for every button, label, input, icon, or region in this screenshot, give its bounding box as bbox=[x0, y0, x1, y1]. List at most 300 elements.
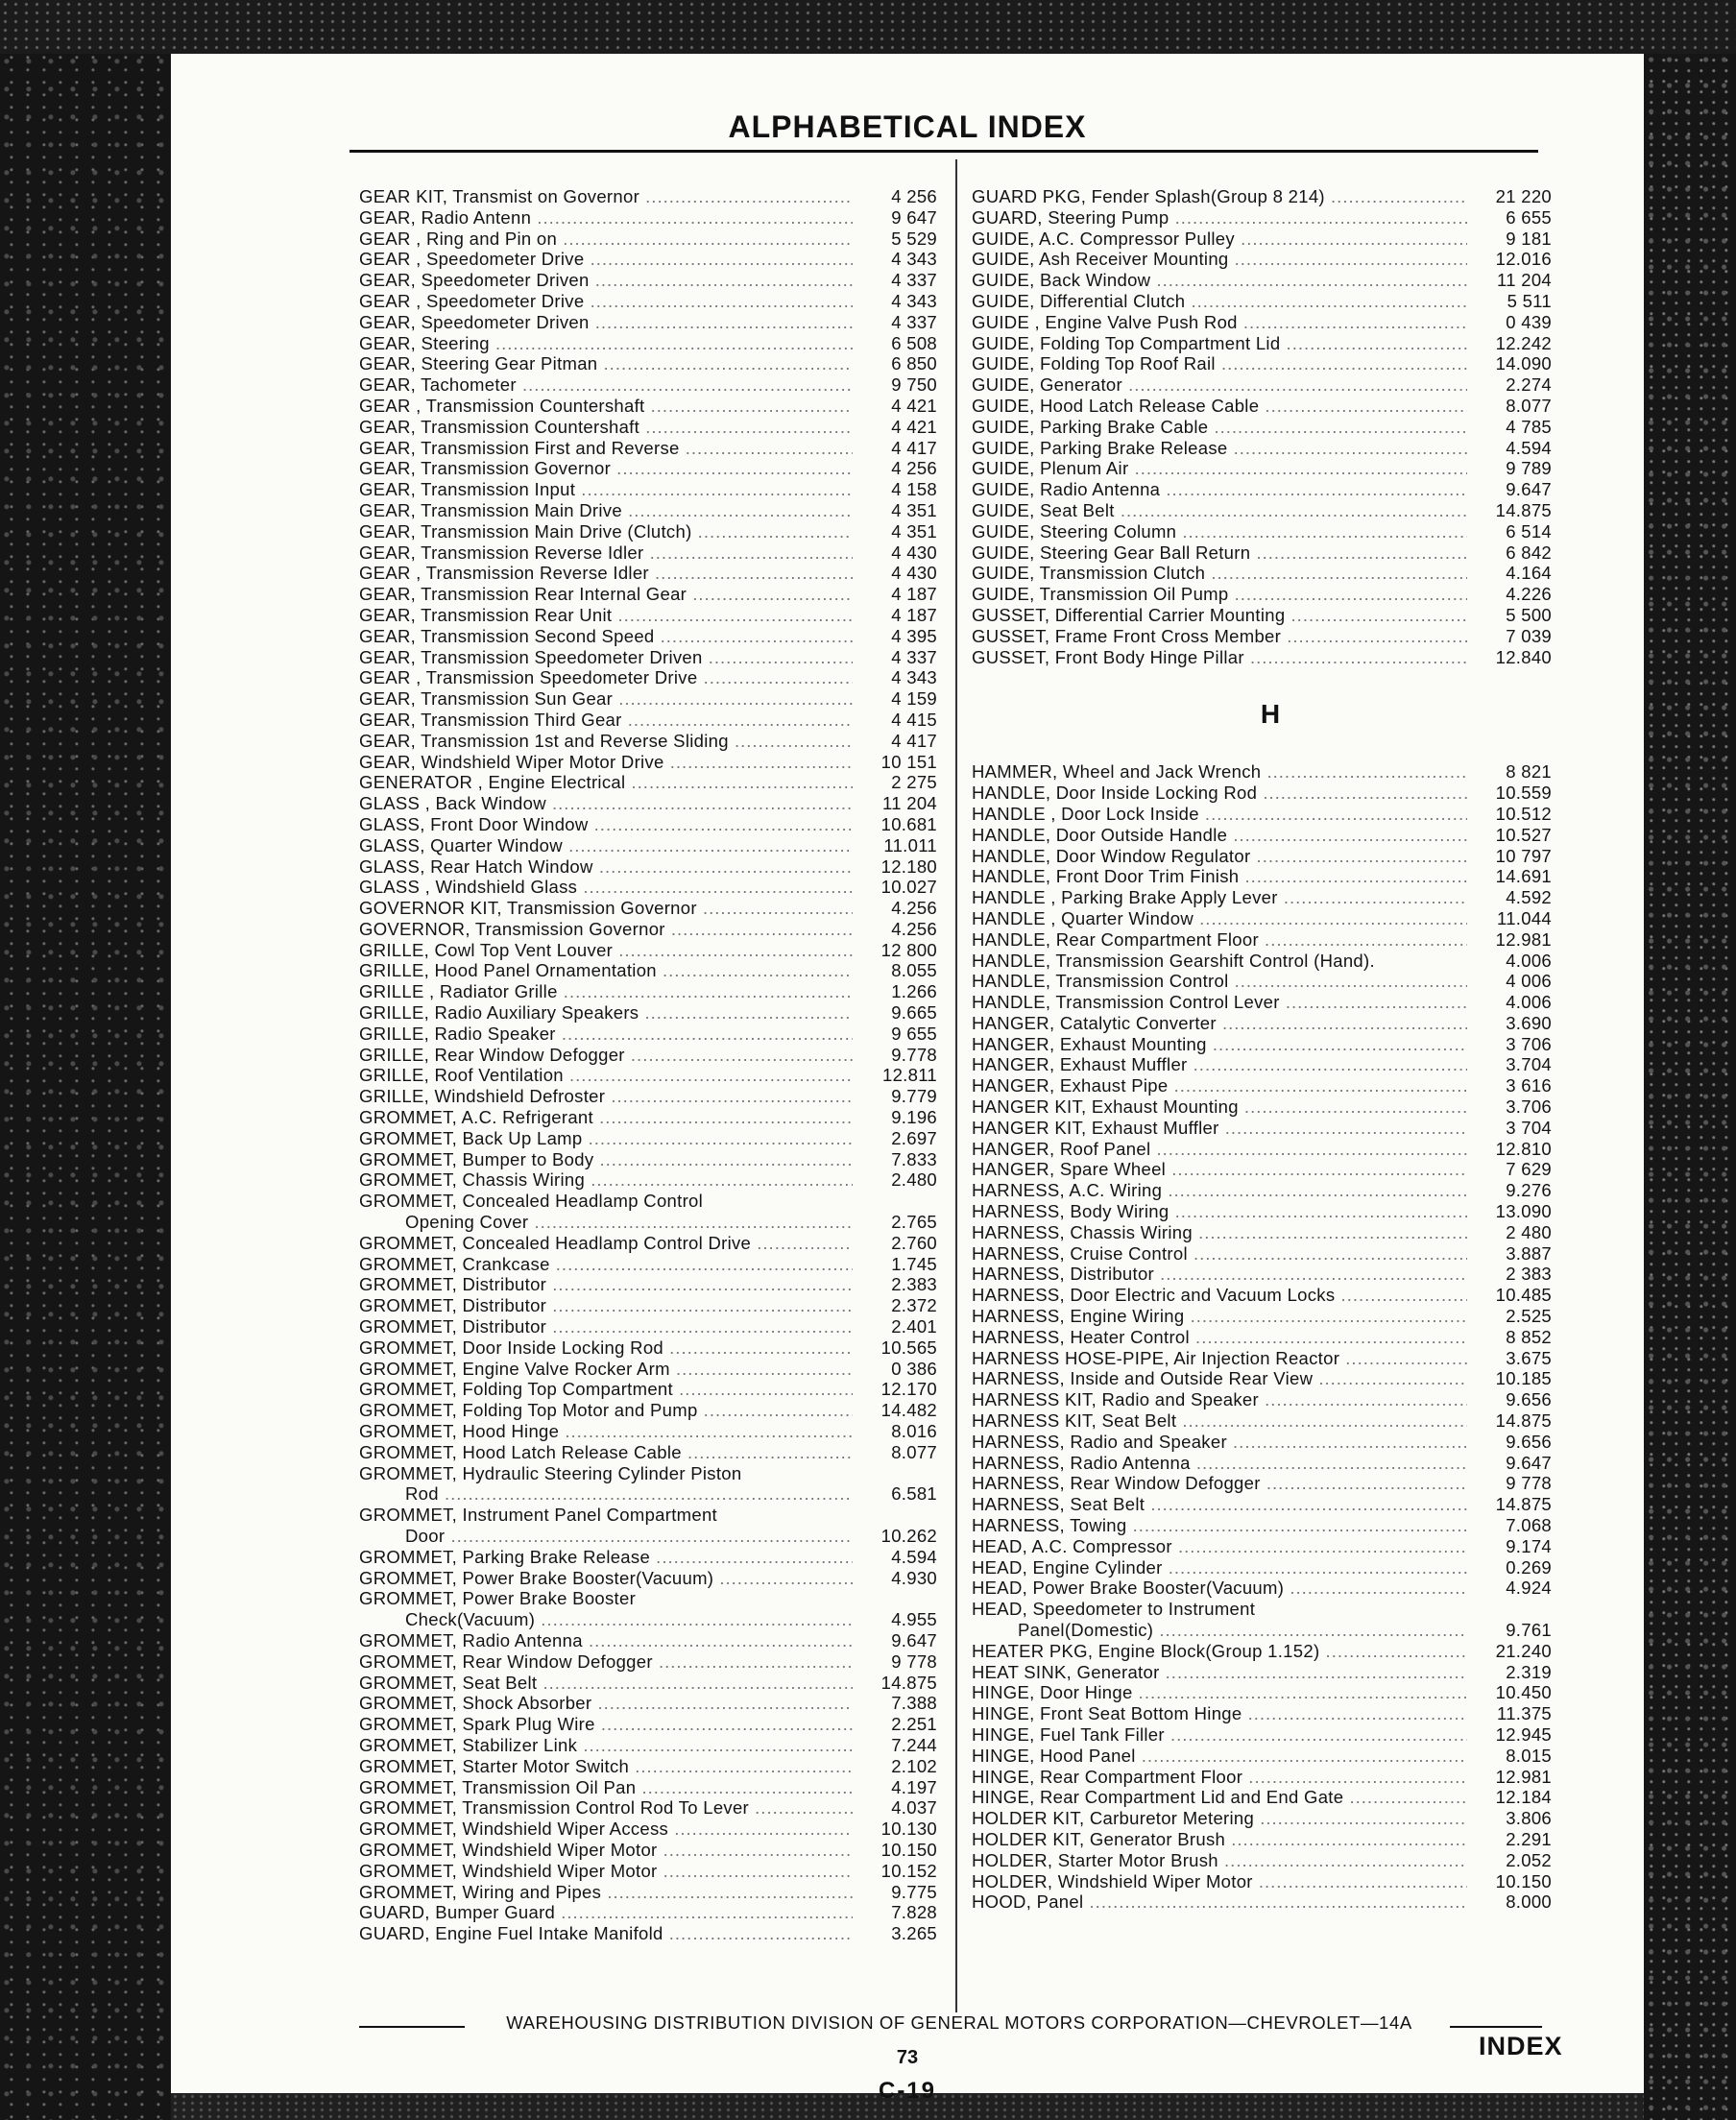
entry-label: HEAD, A.C. Compressor ..... bbox=[972, 1536, 1467, 1557]
entry-group-number: 7.833 bbox=[891, 1148, 937, 1169]
entry-group-number: 12.184 bbox=[1495, 1787, 1552, 1808]
entry-label: GUIDE, Steering Gear Ball Return ..... bbox=[972, 542, 1467, 564]
entry-label: GROMMET, Transmission Control Rod To Lever ..... bbox=[359, 1797, 853, 1819]
entry-group-number: 7.068 bbox=[1506, 1515, 1552, 1536]
entry-label: HOOD, Panel ..... bbox=[972, 1891, 1467, 1913]
entry-group-number: 4 006 bbox=[1506, 971, 1552, 992]
entry-label: GROMMET, Parking Brake Release ..... bbox=[359, 1547, 853, 1568]
entry-group-number: 4.256 bbox=[891, 918, 937, 939]
entry-group-number: 9 181 bbox=[1506, 228, 1552, 249]
index-entry bbox=[359, 1882, 937, 1903]
entry-label: GEAR, Transmission Countershaft ..... bbox=[359, 417, 853, 438]
index-entry bbox=[972, 1453, 1552, 1474]
entry-group-number: 12.810 bbox=[1495, 1138, 1552, 1159]
index-entry bbox=[972, 626, 1552, 647]
index-entry bbox=[972, 1473, 1552, 1494]
entry-label: Panel(Domestic) ..... bbox=[972, 1620, 1467, 1641]
right-column bbox=[972, 186, 1552, 1913]
index-entry bbox=[972, 1808, 1552, 1829]
index-entry bbox=[359, 1673, 937, 1694]
index-entry bbox=[359, 1421, 937, 1442]
entry-label: HANDLE , Quarter Window ..... bbox=[972, 908, 1467, 929]
entry-group-number: 10.185 bbox=[1495, 1368, 1552, 1389]
index-entry bbox=[972, 1871, 1552, 1892]
entry-group-number: 3.806 bbox=[1506, 1808, 1552, 1829]
entry-group-number: 10.527 bbox=[1495, 824, 1552, 845]
index-entry bbox=[359, 1379, 937, 1400]
entry-label: GUARD, Engine Fuel Intake Manifold ..... bbox=[359, 1923, 853, 1944]
entry-label: GRILLE, Cowl Top Vent Louver ..... bbox=[359, 940, 853, 961]
entry-group-number: 10 797 bbox=[1495, 845, 1552, 866]
entry-label: GROMMET, Distributor ..... bbox=[359, 1274, 853, 1295]
entry-group-number: 3.690 bbox=[1506, 1012, 1552, 1033]
index-entry bbox=[972, 291, 1552, 312]
index-entry bbox=[359, 249, 937, 270]
index-entry bbox=[359, 1128, 937, 1149]
entry-group-number: 4 395 bbox=[891, 625, 937, 646]
entry-group-number: 0.269 bbox=[1506, 1556, 1552, 1578]
index-entry bbox=[972, 521, 1552, 542]
entry-label: GROMMET, Engine Valve Rocker Arm ..... bbox=[359, 1359, 853, 1380]
entry-group-number: 3.265 bbox=[891, 1923, 937, 1944]
index-entry bbox=[359, 1086, 937, 1107]
entry-label: GRILLE, Rear Window Defogger ..... bbox=[359, 1045, 853, 1066]
index-entry bbox=[359, 312, 937, 333]
index-entry bbox=[359, 1923, 937, 1944]
entry-label: HINGE, Rear Compartment Floor ..... bbox=[972, 1767, 1467, 1788]
entry-group-number: 7 629 bbox=[1506, 1159, 1552, 1180]
entry-group-number: 9.779 bbox=[891, 1086, 937, 1107]
index-entry bbox=[359, 333, 937, 354]
index-entry bbox=[359, 1505, 937, 1526]
entry-group-number: 4.930 bbox=[891, 1567, 937, 1588]
entry-group-number: 9.656 bbox=[1506, 1431, 1552, 1452]
index-entry bbox=[972, 1034, 1552, 1055]
index-entry bbox=[972, 1641, 1552, 1662]
footer-index-label: INDEX bbox=[1479, 2032, 1563, 2060]
entry-group-number: 10.681 bbox=[880, 813, 937, 834]
entry-label: GROMMET, Windshield Wiper Motor ..... bbox=[359, 1840, 853, 1861]
entry-label: GRILLE, Roof Ventilation ..... bbox=[359, 1065, 853, 1086]
index-entry bbox=[359, 1149, 937, 1170]
entry-label: GUIDE, Folding Top Roof Rail ..... bbox=[972, 353, 1467, 374]
entry-group-number: 12.840 bbox=[1495, 646, 1552, 667]
entry-label: HARNESS KIT, Radio and Speaker ..... bbox=[972, 1389, 1467, 1410]
entry-group-number: 4 421 bbox=[891, 395, 937, 416]
entry-group-number: 9.174 bbox=[1506, 1535, 1552, 1556]
index-entry bbox=[972, 1620, 1552, 1641]
entry-group-number: 12.945 bbox=[1495, 1723, 1552, 1745]
entry-label: GUIDE, Back Window ..... bbox=[972, 270, 1467, 291]
index-entry bbox=[972, 542, 1552, 564]
index-entry bbox=[359, 1169, 937, 1191]
index-entry bbox=[359, 814, 937, 835]
entry-label: HANGER, Exhaust Pipe ..... bbox=[972, 1075, 1467, 1096]
g-entries bbox=[972, 186, 1552, 667]
entry-group-number: 14.875 bbox=[1495, 499, 1552, 520]
entry-label: GEAR , Transmission Speedometer Drive ..... bbox=[359, 667, 853, 688]
index-entry bbox=[972, 1724, 1552, 1746]
entry-label: Door ..... bbox=[359, 1526, 853, 1547]
entry-label: GUIDE, Transmission Oil Pump ..... bbox=[972, 584, 1467, 605]
index-entry bbox=[359, 1107, 937, 1128]
index-entry bbox=[359, 1902, 937, 1923]
index-entry bbox=[972, 1515, 1552, 1536]
index-entry bbox=[359, 584, 937, 605]
index-entry bbox=[359, 731, 937, 752]
entry-group-number: 3.675 bbox=[1506, 1347, 1552, 1368]
entry-group-number: 4.594 bbox=[1506, 437, 1552, 458]
entry-label: HANDLE , Door Lock Inside ..... bbox=[972, 804, 1467, 825]
entry-group-number: 4 351 bbox=[891, 520, 937, 542]
footer-rule-right bbox=[1450, 2026, 1542, 2028]
index-entry bbox=[359, 1840, 937, 1861]
entry-label: HEAD, Speedometer to Instrument bbox=[972, 1599, 1256, 1620]
index-entry bbox=[359, 1400, 937, 1421]
index-entry bbox=[972, 1599, 1552, 1620]
entry-group-number: 2.765 bbox=[891, 1212, 937, 1233]
index-entry bbox=[359, 1337, 937, 1359]
column-divider bbox=[955, 159, 957, 2012]
entry-group-number: 4.592 bbox=[1506, 887, 1552, 908]
index-entry bbox=[359, 1316, 937, 1337]
entry-label: GUIDE, Ash Receiver Mounting ..... bbox=[972, 249, 1467, 270]
entry-group-number: 9.647 bbox=[1506, 1452, 1552, 1473]
entry-label: GEAR, Transmission 1st and Reverse Sliding ..... bbox=[359, 731, 853, 752]
entry-group-number: 5 500 bbox=[1506, 604, 1552, 625]
index-entry bbox=[359, 229, 937, 250]
entry-group-number: 4 187 bbox=[891, 604, 937, 625]
index-entry bbox=[972, 908, 1552, 929]
entry-label: GEAR, Transmission Third Gear ..... bbox=[359, 710, 853, 731]
entry-label: HARNESS KIT, Seat Belt ..... bbox=[972, 1410, 1467, 1432]
entry-label: GEAR, Windshield Wiper Motor Drive ..... bbox=[359, 752, 853, 773]
entry-label: GEAR , Speedometer Drive ..... bbox=[359, 291, 853, 312]
entry-label: HARNESS, Towing ..... bbox=[972, 1515, 1467, 1536]
index-entry bbox=[359, 1714, 937, 1735]
entry-label: GOVERNOR, Transmission Governor ..... bbox=[359, 919, 853, 940]
entry-label: HOLDER, Windshield Wiper Motor ..... bbox=[972, 1871, 1467, 1892]
entry-label: GROMMET, A.C. Refrigerant ..... bbox=[359, 1107, 853, 1128]
entry-label: GUIDE, Seat Belt ..... bbox=[972, 500, 1467, 521]
entry-label: GROMMET, Crankcase ..... bbox=[359, 1254, 853, 1275]
entry-label: GENERATOR , Engine Electrical ..... bbox=[359, 772, 853, 793]
entry-label: GROMMET, Hydraulic Steering Cylinder Piston bbox=[359, 1462, 742, 1483]
index-entry bbox=[359, 772, 937, 793]
index-entry bbox=[972, 1410, 1552, 1432]
index-entry bbox=[972, 929, 1552, 951]
entry-label: GROMMET, Folding Top Compartment ..... bbox=[359, 1379, 853, 1400]
entry-label: GEAR, Steering ..... bbox=[359, 333, 853, 354]
index-entry bbox=[359, 1274, 937, 1295]
entry-label: GROMMET, Door Inside Locking Rod ..... bbox=[359, 1337, 853, 1359]
index-entry bbox=[359, 1359, 937, 1380]
entry-group-number: 11.011 bbox=[883, 834, 937, 855]
index-entry bbox=[359, 1630, 937, 1651]
index-entry bbox=[359, 877, 937, 898]
entry-group-number: 3.704 bbox=[1506, 1054, 1552, 1075]
entry-group-number: 8.055 bbox=[891, 960, 937, 981]
entry-group-number: 6 842 bbox=[1506, 542, 1552, 563]
entry-label: GEAR, Transmission Rear Internal Gear ..... bbox=[359, 584, 853, 605]
footer-publisher: WAREHOUSING DISTRIBUTION DIVISION OF GENERAL MOTORS CORPORATION—CHEVROLET—14A bbox=[506, 2012, 1412, 2033]
index-entry bbox=[359, 1002, 937, 1024]
entry-label: HANGER, Catalytic Converter ..... bbox=[972, 1013, 1467, 1034]
entry-group-number: 8.000 bbox=[1506, 1891, 1552, 1913]
entry-label: GROMMET, Starter Motor Switch ..... bbox=[359, 1756, 853, 1777]
entry-label: GUIDE, Plenum Air ..... bbox=[972, 458, 1467, 479]
index-entry bbox=[359, 521, 937, 542]
entry-label: HINGE, Front Seat Bottom Hinge ..... bbox=[972, 1703, 1467, 1724]
entry-label: GEAR, Radio Antenn ..... bbox=[359, 207, 853, 229]
entry-group-number: 9.276 bbox=[1506, 1180, 1552, 1201]
index-entry bbox=[359, 1588, 937, 1609]
index-entry bbox=[359, 396, 937, 417]
entry-group-number: 7.828 bbox=[891, 1902, 937, 1923]
index-entry bbox=[972, 1159, 1552, 1180]
entry-group-number: 11 204 bbox=[1496, 270, 1552, 291]
entry-group-number: 12.981 bbox=[1495, 1766, 1552, 1787]
index-entry bbox=[972, 804, 1552, 825]
entry-group-number: 8.077 bbox=[1506, 395, 1552, 416]
index-entry bbox=[972, 438, 1552, 459]
entry-group-number: 4.955 bbox=[891, 1609, 937, 1630]
entry-group-number: 4.006 bbox=[1506, 950, 1552, 971]
entry-label: GRILLE, Windshield Defroster ..... bbox=[359, 1086, 853, 1107]
index-entry bbox=[972, 584, 1552, 605]
scan-border-left bbox=[0, 0, 171, 2120]
index-entry bbox=[972, 647, 1552, 668]
entry-label: GROMMET, Chassis Wiring ..... bbox=[359, 1169, 853, 1191]
entry-group-number: 9 655 bbox=[891, 1023, 937, 1044]
entry-label: GROMMET, Wiring and Pipes ..... bbox=[359, 1882, 853, 1903]
entry-group-number: 2.052 bbox=[1506, 1849, 1552, 1870]
index-entry bbox=[972, 992, 1552, 1013]
entry-label: HARNESS, Seat Belt ..... bbox=[972, 1494, 1467, 1515]
title-rule bbox=[350, 150, 1538, 153]
entry-label: GEAR , Transmission Reverse Idler ..... bbox=[359, 563, 853, 584]
index-entry bbox=[972, 866, 1552, 887]
entry-label: HARNESS, Cruise Control ..... bbox=[972, 1243, 1467, 1265]
index-entry bbox=[359, 1861, 937, 1882]
entry-group-number: 2.319 bbox=[1506, 1661, 1552, 1682]
entry-label: GEAR, Speedometer Driven ..... bbox=[359, 312, 853, 333]
entry-group-number: 4.226 bbox=[1506, 584, 1552, 605]
entry-group-number: 4 337 bbox=[891, 646, 937, 667]
entry-group-number: 4 430 bbox=[891, 542, 937, 563]
entry-group-number: 5 529 bbox=[891, 228, 937, 249]
entry-group-number: 2.274 bbox=[1506, 374, 1552, 396]
index-entry bbox=[972, 1139, 1552, 1160]
entry-group-number: 4 417 bbox=[891, 730, 937, 751]
index-entry bbox=[359, 605, 937, 626]
index-entry bbox=[972, 1180, 1552, 1201]
index-entry bbox=[972, 1075, 1552, 1096]
index-entry bbox=[972, 825, 1552, 846]
entry-label: GUIDE, Hood Latch Release Cable ..... bbox=[972, 396, 1467, 417]
entry-group-number: 10 151 bbox=[880, 751, 937, 772]
entry-label: GROMMET, Concealed Headlamp Control bbox=[359, 1191, 704, 1212]
index-entry bbox=[359, 1483, 937, 1505]
entry-label: GRILLE, Radio Speaker ..... bbox=[359, 1024, 853, 1045]
entry-group-number: 7.244 bbox=[891, 1734, 937, 1755]
index-entry bbox=[972, 1389, 1552, 1410]
index-entry bbox=[359, 1463, 937, 1484]
entry-group-number: 3 616 bbox=[1506, 1075, 1552, 1096]
entry-group-number: 4 430 bbox=[891, 563, 937, 584]
h-entries bbox=[972, 761, 1552, 1913]
entry-group-number: 9 647 bbox=[891, 206, 937, 228]
page-code: C-19 bbox=[878, 2078, 937, 2104]
entry-group-number: 2.291 bbox=[1506, 1828, 1552, 1849]
entry-group-number: 2.102 bbox=[891, 1755, 937, 1776]
entry-label: HANDLE, Door Window Regulator ..... bbox=[972, 846, 1467, 867]
page-title: ALPHABETICAL INDEX bbox=[728, 109, 1087, 144]
entry-group-number: 0 386 bbox=[891, 1358, 937, 1379]
index-entry bbox=[359, 898, 937, 919]
index-entry bbox=[359, 1233, 937, 1254]
index-entry bbox=[359, 1212, 937, 1233]
entry-group-number: 2.697 bbox=[891, 1127, 937, 1148]
index-entry bbox=[359, 752, 937, 773]
index-entry bbox=[972, 1787, 1552, 1808]
entry-group-number: 10.152 bbox=[880, 1860, 937, 1881]
entry-group-number: 14.875 bbox=[1495, 1410, 1552, 1432]
entry-label: GUSSET, Differential Carrier Mounting ..... bbox=[972, 605, 1467, 626]
entry-group-number: 12.981 bbox=[1495, 928, 1552, 950]
index-entry bbox=[359, 1065, 937, 1086]
entry-group-number: 1.266 bbox=[891, 981, 937, 1002]
index-entry bbox=[359, 960, 937, 981]
entry-group-number: 10.565 bbox=[880, 1337, 937, 1358]
index-entry bbox=[359, 1295, 937, 1316]
entry-label: GROMMET, Windshield Wiper Motor ..... bbox=[359, 1861, 853, 1882]
entry-group-number: 12 800 bbox=[880, 939, 937, 960]
entry-label: HANGER, Exhaust Mounting ..... bbox=[972, 1034, 1467, 1055]
index-entry bbox=[972, 417, 1552, 438]
entry-group-number: 4.256 bbox=[891, 898, 937, 919]
entry-group-number: 4.037 bbox=[891, 1797, 937, 1819]
index-entry bbox=[359, 479, 937, 500]
entry-group-number: 6.581 bbox=[891, 1483, 937, 1505]
index-page bbox=[171, 54, 1644, 2104]
entry-label: GUIDE, Parking Brake Cable ..... bbox=[972, 417, 1467, 438]
entry-group-number: 4 421 bbox=[891, 416, 937, 437]
entry-label: GEAR, Transmission Input ..... bbox=[359, 479, 853, 500]
entry-group-number: 3.706 bbox=[1506, 1096, 1552, 1118]
entry-label: GRILLE, Radio Auxiliary Speakers ..... bbox=[359, 1002, 853, 1024]
entry-group-number: 9.647 bbox=[1506, 479, 1552, 500]
entry-label: HANGER, Exhaust Muffler ..... bbox=[972, 1054, 1467, 1075]
entry-group-number: 14.875 bbox=[1495, 1494, 1552, 1515]
entry-label: HANGER KIT, Exhaust Muffler ..... bbox=[972, 1118, 1467, 1139]
index-entry bbox=[359, 500, 937, 521]
entry-group-number: 4 417 bbox=[891, 437, 937, 458]
entry-group-number: 4.197 bbox=[891, 1776, 937, 1797]
entry-label: GUSSET, Front Body Hinge Pillar ..... bbox=[972, 647, 1467, 668]
entry-group-number: 9.196 bbox=[891, 1107, 937, 1128]
entry-label: HEAT SINK, Generator ..... bbox=[972, 1662, 1467, 1683]
entry-group-number: 10.130 bbox=[880, 1819, 937, 1840]
entry-group-number: 10.512 bbox=[1495, 803, 1552, 824]
entry-label: GROMMET, Power Brake Booster(Vacuum) ..... bbox=[359, 1568, 853, 1589]
index-entry bbox=[972, 1578, 1552, 1599]
entry-group-number: 9.775 bbox=[891, 1881, 937, 1902]
entry-label: GEAR, Transmission Governor ..... bbox=[359, 458, 853, 479]
index-entry bbox=[972, 887, 1552, 908]
index-entry bbox=[972, 229, 1552, 250]
index-entry bbox=[359, 1819, 937, 1840]
entry-group-number: 13.090 bbox=[1495, 1201, 1552, 1222]
index-entry bbox=[972, 563, 1552, 584]
entry-label: GROMMET, Stabilizer Link ..... bbox=[359, 1735, 853, 1756]
index-entry bbox=[972, 207, 1552, 229]
entry-group-number: 2 275 bbox=[891, 772, 937, 793]
index-entry bbox=[359, 940, 937, 961]
entry-label: GROMMET, Concealed Headlamp Control Drive ..... bbox=[359, 1233, 853, 1254]
entry-group-number: 4 343 bbox=[891, 667, 937, 688]
index-entry bbox=[972, 1536, 1552, 1557]
index-entry bbox=[972, 1368, 1552, 1389]
index-entry bbox=[972, 249, 1552, 270]
entry-label: HINGE, Rear Compartment Lid and End Gate ..... bbox=[972, 1787, 1467, 1808]
index-entry bbox=[359, 688, 937, 710]
entry-group-number: 2.251 bbox=[891, 1714, 937, 1735]
entry-label: HARNESS, Chassis Wiring ..... bbox=[972, 1222, 1467, 1243]
entry-group-number: 9.761 bbox=[1506, 1620, 1552, 1640]
entry-label: GUIDE, Differential Clutch ..... bbox=[972, 291, 1467, 312]
entry-label: GLASS, Quarter Window ..... bbox=[359, 835, 853, 856]
entry-label: GRILLE , Radiator Grille ..... bbox=[359, 981, 853, 1002]
entry-label: HINGE, Door Hinge ..... bbox=[972, 1682, 1467, 1703]
index-entry bbox=[359, 626, 937, 647]
entry-label: GUIDE, A.C. Compressor Pulley ..... bbox=[972, 229, 1467, 250]
entry-group-number: 9 778 bbox=[891, 1650, 937, 1672]
index-entry bbox=[972, 1348, 1552, 1369]
entry-label: HANDLE, Door Inside Locking Rod ..... bbox=[972, 783, 1467, 804]
entry-group-number: 0 439 bbox=[1506, 311, 1552, 332]
entry-label: HARNESS HOSE-PIPE, Air Injection Reactor ..... bbox=[972, 1348, 1467, 1369]
entry-group-number: 2.480 bbox=[891, 1169, 937, 1191]
entry-group-number: 4 256 bbox=[891, 458, 937, 479]
entry-group-number: 21.240 bbox=[1495, 1640, 1552, 1661]
index-entry bbox=[359, 710, 937, 731]
entry-group-number: 21 220 bbox=[1495, 186, 1552, 206]
index-entry bbox=[359, 1651, 937, 1673]
entry-label: GEAR, Transmission Speedometer Driven ..... bbox=[359, 647, 853, 668]
entry-label: HARNESS, Heater Control ..... bbox=[972, 1327, 1467, 1348]
entry-group-number: 2.525 bbox=[1506, 1306, 1552, 1327]
page-number: 73 bbox=[896, 2047, 919, 2068]
entry-label: HOLDER KIT, Generator Brush ..... bbox=[972, 1829, 1467, 1850]
index-entry bbox=[359, 647, 937, 668]
entry-label: HANDLE, Front Door Trim Finish ..... bbox=[972, 866, 1467, 887]
entry-label: HAMMER, Wheel and Jack Wrench ..... bbox=[972, 761, 1467, 783]
entry-label: HANGER, Spare Wheel ..... bbox=[972, 1159, 1467, 1180]
index-entry bbox=[972, 1285, 1552, 1306]
entry-label: GUIDE, Radio Antenna ..... bbox=[972, 479, 1467, 500]
entry-label: GUARD, Bumper Guard ..... bbox=[359, 1902, 853, 1923]
entry-group-number: 4 158 bbox=[891, 479, 937, 500]
index-entry bbox=[359, 374, 937, 396]
index-entry bbox=[359, 835, 937, 856]
index-entry bbox=[359, 919, 937, 940]
index-entry bbox=[972, 396, 1552, 417]
index-entry bbox=[972, 761, 1552, 783]
entry-group-number: 4 256 bbox=[891, 186, 937, 206]
entry-label: HEAD, Power Brake Booster(Vacuum) ..... bbox=[972, 1578, 1467, 1599]
entry-group-number: 1.745 bbox=[891, 1253, 937, 1274]
